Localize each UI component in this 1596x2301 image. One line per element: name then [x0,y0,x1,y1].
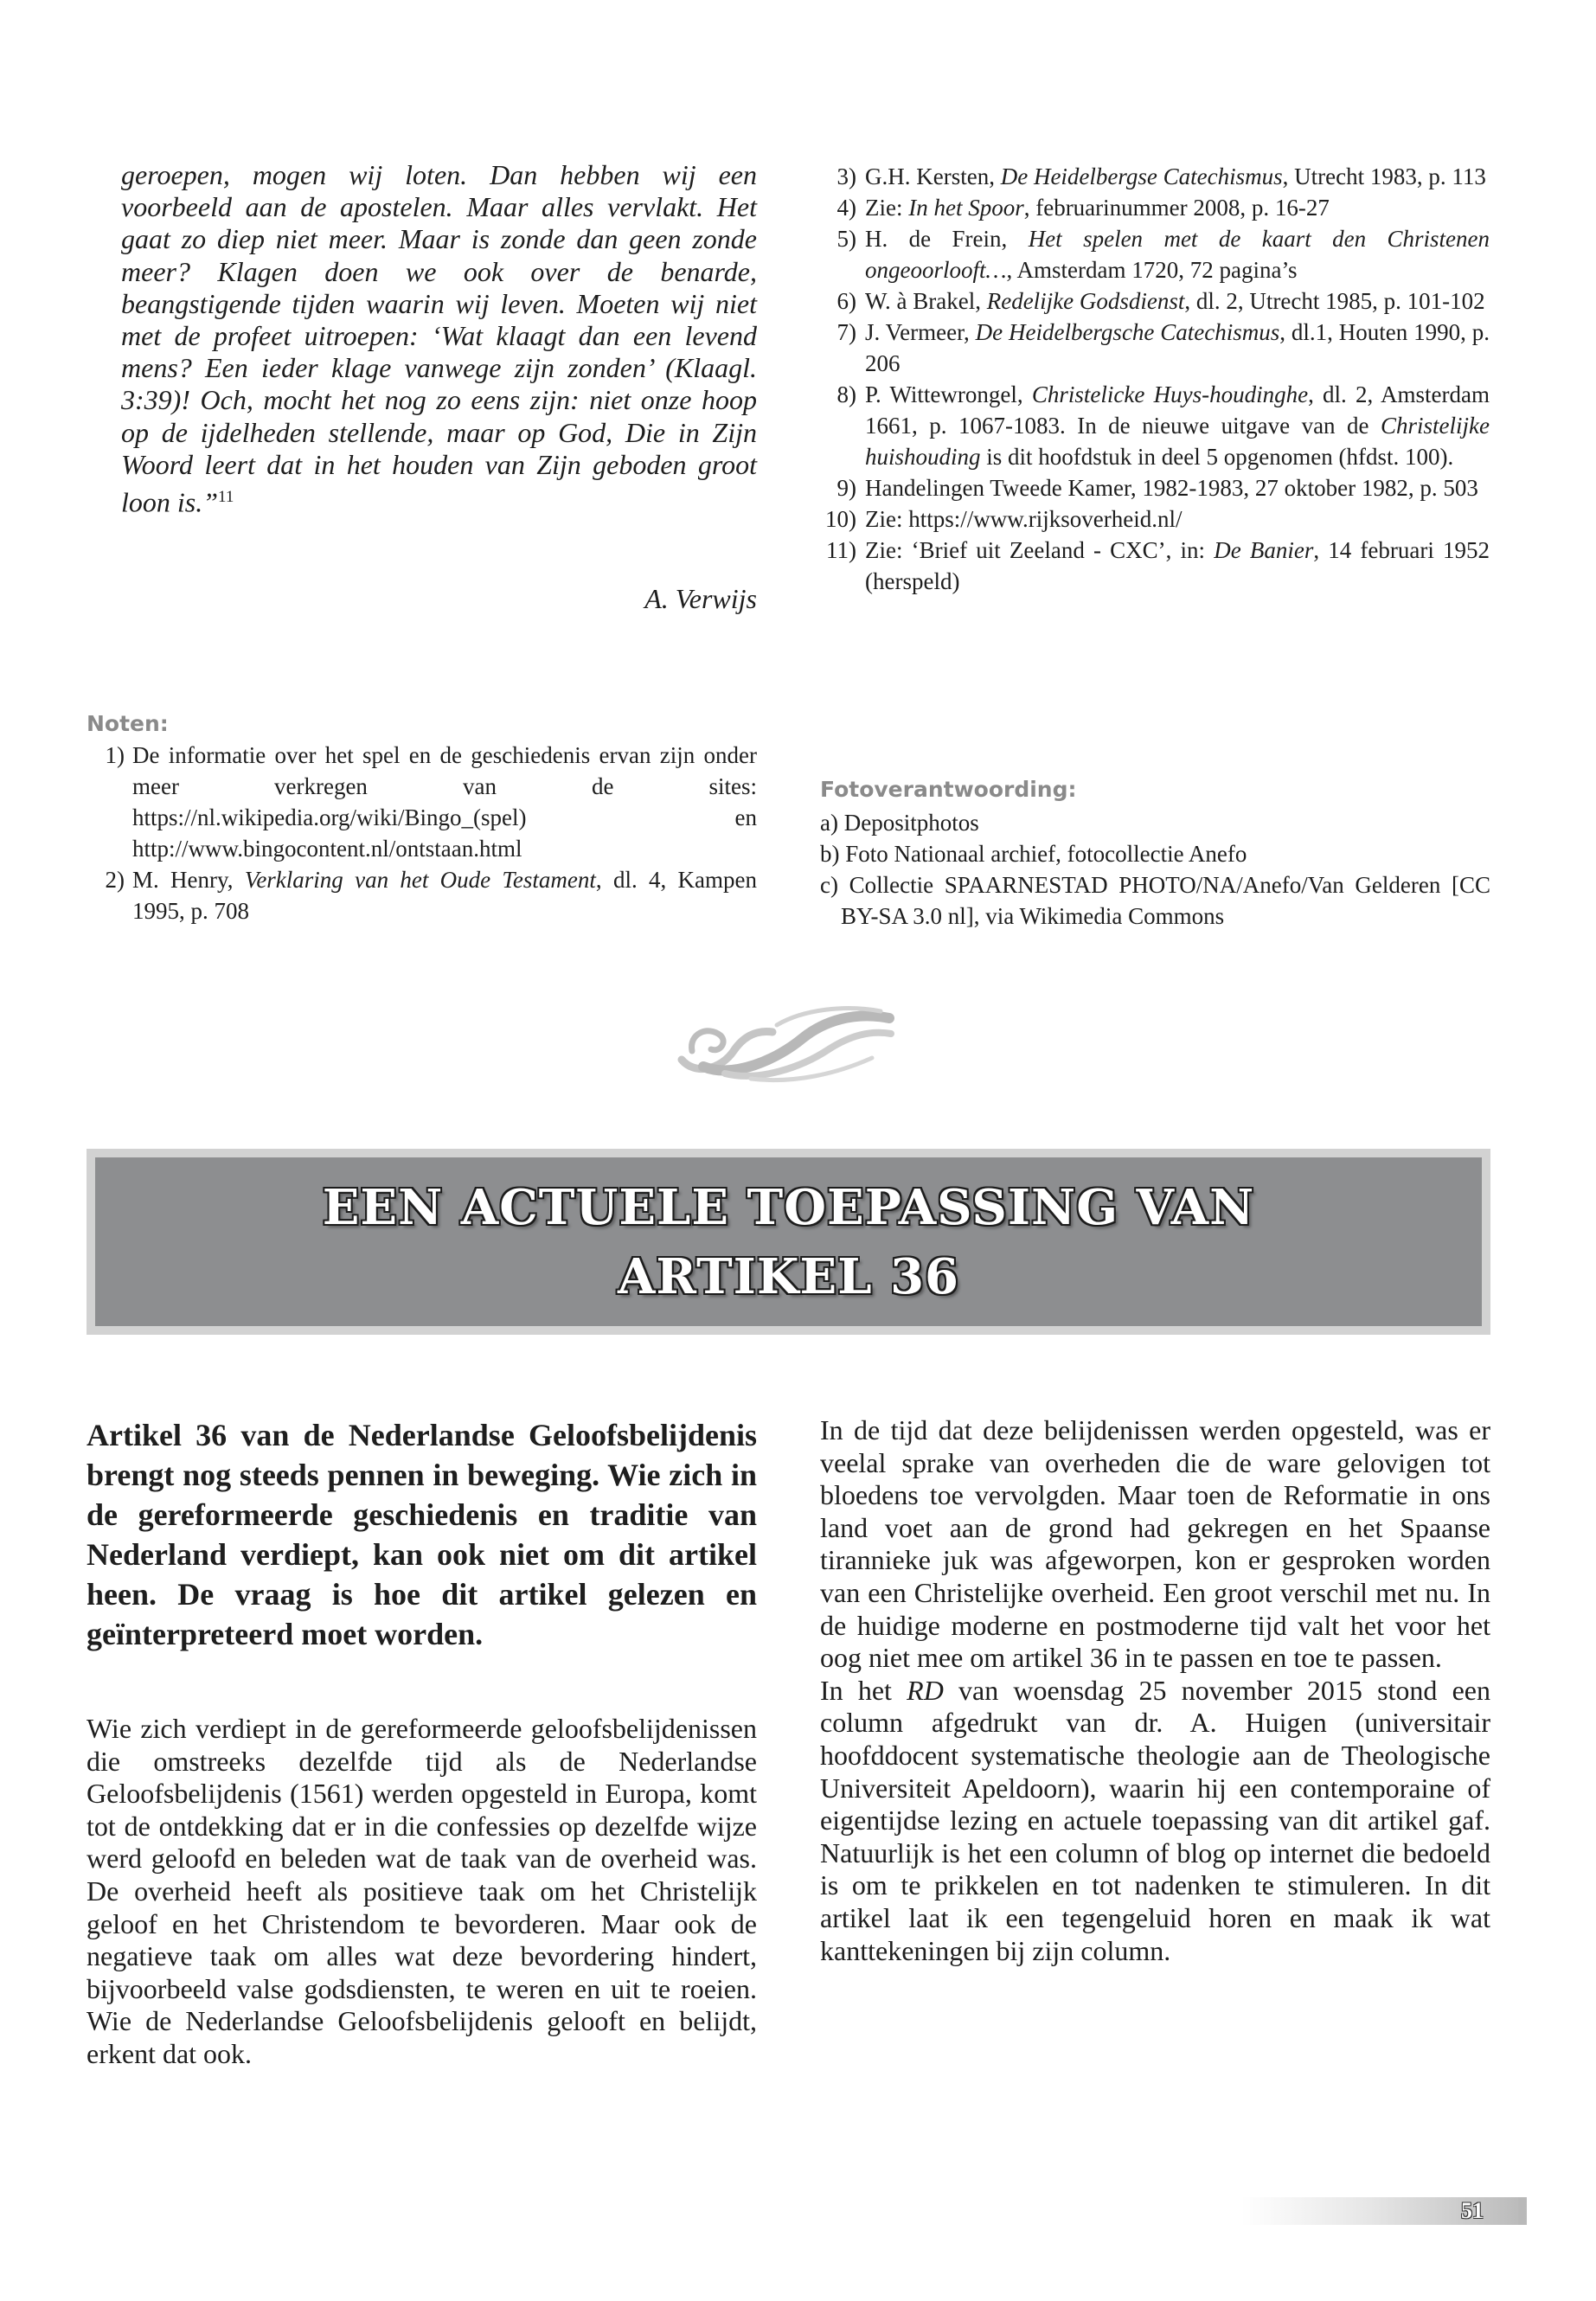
article-title-line-1: EEN ACTUELE TOEPASSING VAN [322,1178,1255,1236]
note-item: 10) Zie: https://www.rijksoverheid.nl/ [825,506,1183,532]
body-paragraph: In de tijd dat deze belijdenissen werden opgesteld, was er veelal sprake van overheden die de ware gelovigen tot bloedens toe vervolgden. Maar toen de Reformatie in ons land voet aan de grond had gekregen en het Spaanse tirannieke juk was afgeworpen, kon er gesproken worden van een Christelijke overheid. Een groot verschil met nu. In de huidige moderne en postmoderne tijd valt het voor het oog niet mee om artikel 36 in te passen en toe te passen. [820,1414,1490,1674]
author-signature: A. Verwijs [644,583,757,614]
decorative-swirl-icon [673,999,900,1086]
article-title-line-2: ARTIKEL 36 [617,1247,960,1305]
notes-continued [813,161,1490,597]
note-item: 6) W. à Brakel, Redelijke Godsdienst, dl. 2, Utrecht 1985, p. 101-102 [836,288,1485,314]
note-item: 3) G.H. Kersten, De Heidelbergse Catechismus, Utrecht 1983, p. 113 [836,163,1486,189]
article-title-banner [87,1149,1490,1335]
note-item: 1) De informatie over het spel en de geschiedenis ervan zijn onder meer verkregen van de sites: https://nl.wikipedia.org/wiki/Bingo_(spel) en http://www.bingocontent.nl/ontstaan.html [105,742,757,862]
photo-credits-heading: Fotoverantwoording: [820,777,1077,802]
footer-marker [1518,2197,1525,2225]
note-item: 4) Zie: In het Spoor, februarinummer 2008, p. 16-27 [836,195,1330,221]
note-item: 11) Zie: ‘Brief uit Zeeland - CXC’, in: De Banier, 14 februari 1952 (herspeld) [826,537,1490,594]
footnote-ref: 11 [218,488,234,507]
credit-item: a) Depositphotos [820,810,979,836]
notes-heading: Noten: [87,711,169,736]
note-item: 5) H. de Frein, Het spelen met de kaart den Christenen ongeoorlooft…, Amsterdam 1720, 72 pagina’s [836,226,1490,283]
note-item: 8) P. Wittewrongel, Christelicke Huys-houdinghe, dl. 2, Amsterdam 1661, p. 1067-1083. In de nieuwe uitgave van de Christelijke huishouding is dit hoofdstuk in deel 5 opgenomen (hfdst. 100). [836,381,1490,470]
closing-quote [121,159,757,519]
page-number: 51 [1461,2198,1484,2223]
body-paragraph: In het RD van woensdag 25 november 2015 stond een column afgedrukt van dr. A. Huigen (universitair hoofddocent systematische theologie aan de Theologische Universiteit Apeldoorn), waarin hij een contemporaine of eigentijdse lezing en actuele toepassing van dit artikel gaf. Natuurlijk is het een column of blog op internet die bedoeld is om te prikkelen en tot nadenken te stimuleren. In dit artikel laat ik een tegengeluid horen en maak ik wat kanttekeningen bij zijn column. [820,1674,1491,1966]
notes-section [87,711,757,926]
note-item: 7) J. Vermeer, De Heidelbergsche Catechismus, dl.1, Houten 1990, p. 206 [836,319,1490,376]
note-item: 2) M. Henry, Verklaring van het Oude Testament, dl. 4, Kampen 1995, p. 708 [105,867,758,924]
article-body-left: Wie zich verdiept in de gereformeerde geloofsbelijdenissen die omstreeks dezelfde tijd als de Nederlandse Geloofsbelijdenis (1561) werden opgesteld in Europa, komt tot de ontdekking dat er in die confessies op dezelfde wijze werd geloofd en beleden wat de taak van de overheid was. De overheid heeft als positieve taak om het Christelijk geloof en het Christendom te bevorderen. Maar ook de negatieve taak om alles wat deze bevordering hindert, bijvoorbeeld valse godsdiensten, te weren en uit te roeien. Wie de Nederlandse Geloofsbelijdenis gelooft en belijdt, erkent dat ook. [87,1713,757,2069]
article-body-right [820,1414,1490,1967]
article-lead: Artikel 36 van de Nederlandse Geloofsbelijdenis brengt nog steeds pennen in beweging. Wie zich in de gereformeerde geschiedenis en traditie van Nederland verdiept, kan ook niet om dit artikel heen. De vraag is hoe dit artikel gelezen en geïnterpreteerd moet worden. [87,1418,757,1651]
credit-item: c) Collectie SPAARNESTAD PHOTO/NA/Anefo/Van Gelderen [CC BY-SA 3.0 nl], via Wikimedia Commons [820,872,1490,929]
note-item: 9) Handelingen Tweede Kamer, 1982-1983, 27 oktober 1982, p. 503 [836,475,1478,501]
credit-item: b) Foto Nationaal archief, fotocollectie Anefo [820,841,1247,867]
photo-credits [820,777,1490,932]
quote-text: geroepen, mogen wij loten. Dan hebben wij een voorbeeld aan de apostelen. Maar alles vervlakt. Het gaat zo diep niet meer. Maar is zonde dan geen zonde meer? Klagen doen we ook over de benarde, beangstigende tijden waarin wij leven. Moeten wij niet met de profeet uitroepen: ‘Wat klaagt dan een levend mens? Een ieder klage vanwege zijn zonden’ (Klaagl. 3:39)! Och, mocht het nog zo eens zijn: niet onze hoop op de ijdelheden stellende, maar op God, Die in Zijn Woord leert dat in het houden van Zijn geboden groot loon is.” [121,159,757,518]
